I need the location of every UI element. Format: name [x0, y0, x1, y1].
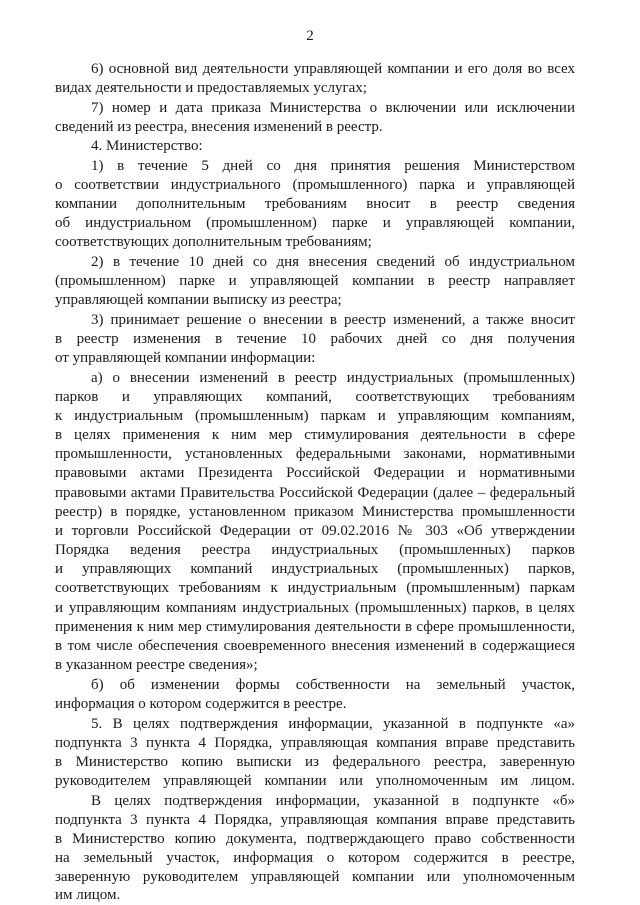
text-line: соответствующих требованиям к индустриальным (промышленным) паркам [55, 580, 575, 596]
text-line: 3) принимает решение о внесении в реестр изменений, а также вносит [91, 312, 575, 328]
text-line: и управляющим компаниям индустриальных (промышленных) парков, в целях [55, 600, 575, 616]
text-line: видах деятельности и предоставляемых услугах; [55, 80, 367, 96]
text-line: в Министерство копию документа, подтверждающего право собственности [55, 831, 575, 847]
text-line: подпункта 3 пункта 4 Порядка, управляющая компания вправе представить [55, 812, 575, 828]
text-line: В целях подтверждения информации, указанной в подпункте «б» [91, 793, 575, 809]
text-line: и управляющих компаний индустриальных (промышленных) парков, [55, 561, 575, 577]
text-line: соответствующих дополнительным требованиям; [55, 234, 372, 250]
text-line: к индустриальным (промышленным) паркам и управляющим компаниям, [55, 408, 575, 424]
text-line: 1) в течение 5 дней со дня принятия решения Министерством [91, 158, 575, 174]
text-line: парков и управляющих компаний, соответствующих требованиям [55, 389, 575, 405]
text-line: и торговли Российской Федерации от 09.02.2016 № 303 «Об утверждении [55, 523, 575, 539]
text-line: об индустриальном (промышленном) парке и управляющей компании, [55, 215, 575, 231]
text-line: на земельный участок, информация о котором содержится в реестре, [55, 850, 575, 866]
text-line: в целях применения к ним мер стимулирования деятельности в сфере [55, 427, 575, 443]
text-line: реестр) в порядке, установленном приказом Министерства промышленности [55, 504, 575, 520]
text-line: 5. В целях подтверждения информации, указанной в подпункте «а» [91, 716, 575, 732]
text-line: промышленности, установленных федеральными законами, нормативными [55, 446, 575, 462]
text-line: б) об изменении формы собственности на земельный участок, [91, 677, 575, 693]
text-line: в указанном реестре сведения»; [55, 657, 258, 673]
text-line: сведений из реестра, внесения изменений в реестр. [55, 119, 383, 135]
text-line: руководителем управляющей компании или уполномоченным им лицом. [55, 773, 575, 789]
text-line: 2) в течение 10 дней со дня внесения сведений об индустриальном [91, 254, 575, 270]
text-line: компании дополнительным требованиям вносит в реестр сведения [55, 196, 575, 212]
text-line: от управляющей компании информации: [55, 350, 316, 366]
text-line: в Министерство копию выписки из федерального реестра, заверенную [55, 754, 575, 770]
text-line: правовыми актами Президента Российской Федерации и нормативными [55, 465, 575, 481]
text-line: а) о внесении изменений в реестр индустриальных (промышленных) [91, 370, 575, 386]
text-line: управляющей компании выписку из реестра; [55, 292, 342, 308]
text-line: (промышленном) парке и управляющей компании в реестр направляет [55, 273, 575, 289]
text-line: заверенную руководителем управляющей компании или уполномоченным [55, 869, 575, 885]
text-line: 6) основной вид деятельности управляющей компании и его доля во всех [91, 61, 575, 77]
text-line: 7) номер и дата приказа Министерства о включении или исключении [91, 100, 575, 116]
text-line: о соответствии индустриального (промышленного) парка и управляющей [55, 177, 575, 193]
text-line: в том числе обеспечения своевременного внесения изменений в содержащиеся [55, 638, 575, 654]
page-number: 2 [306, 28, 314, 44]
text-line: Порядка ведения реестра индустриальных (промышленных) парков [55, 542, 575, 558]
text-line: им лицом. [55, 887, 121, 903]
text-line: информация о котором содержится в реестре. [55, 696, 347, 712]
text-line: подпункта 3 пункта 4 Порядка, управляющая компания вправе представить [55, 735, 575, 751]
text-line: 4. Министерство: [91, 138, 203, 154]
text-line: в реестр изменения в течение 10 рабочих дней со дня получения [55, 331, 575, 347]
text-line: правовыми актами Правительства Российской Федерации (далее – федеральный [55, 485, 575, 501]
text-line: применения к ним мер стимулирования деятельности в сфере промышленности, [55, 619, 575, 635]
